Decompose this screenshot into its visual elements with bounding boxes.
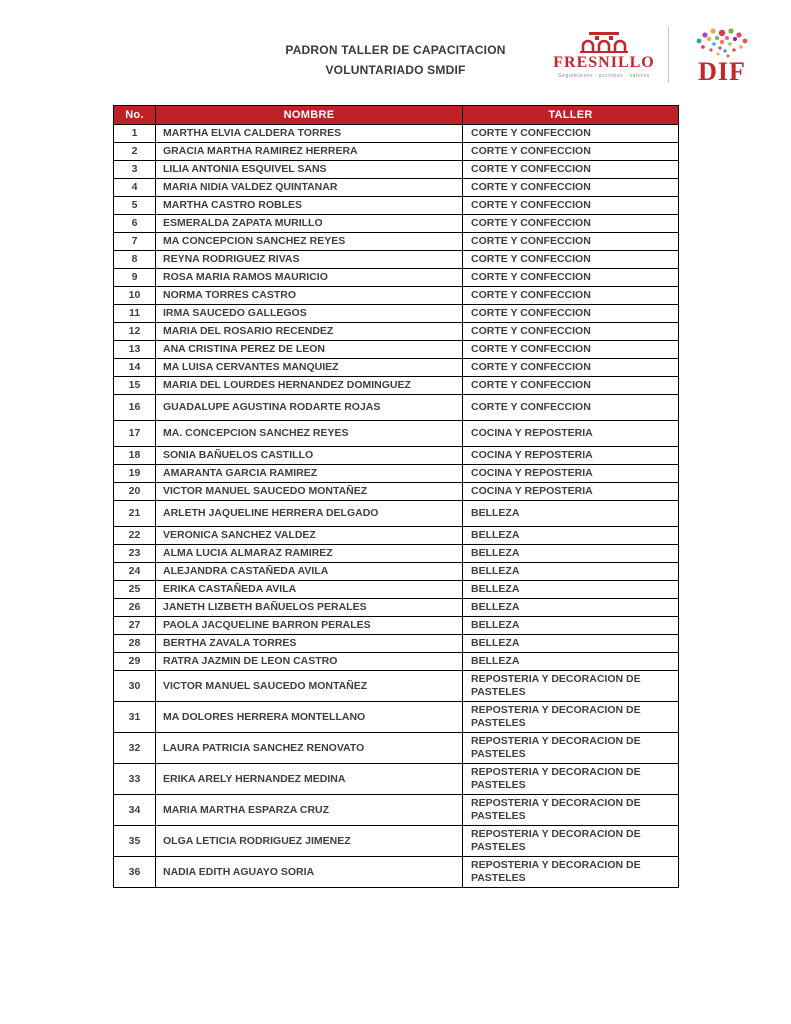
cell-nombre: GRACIA MARTHA RAMIREZ HERRERA	[156, 143, 463, 161]
cell-no: 30	[114, 671, 156, 702]
cell-nombre: VICTOR MANUEL SAUCEDO MONTAÑEZ	[156, 671, 463, 702]
cell-taller: CORTE Y CONFECCION	[463, 287, 679, 305]
cell-nombre: AMARANTA GARCIA RAMIREZ	[156, 465, 463, 483]
logo-area	[554, 22, 761, 88]
table-row	[114, 143, 679, 161]
cell-nombre: REYNA RODRIGUEZ RIVAS	[156, 251, 463, 269]
cell-nombre: MA CONCEPCION SANCHEZ REYES	[156, 233, 463, 251]
table-row	[114, 653, 679, 671]
cell-taller: REPOSTERIA Y DECORACION DE PASTELES	[463, 671, 679, 702]
table-row	[114, 617, 679, 635]
cell-no: 7	[114, 233, 156, 251]
cell-no: 29	[114, 653, 156, 671]
cell-taller: COCINA Y REPOSTERIA	[463, 421, 679, 447]
cell-nombre: SONIA BAÑUELOS CASTILLO	[156, 447, 463, 465]
cell-no: 9	[114, 269, 156, 287]
cell-taller: COCINA Y REPOSTERIA	[463, 483, 679, 501]
cell-nombre: JANETH LIZBETH BAÑUELOS PERALES	[156, 599, 463, 617]
table-row	[114, 377, 679, 395]
cell-taller: BELLEZA	[463, 563, 679, 581]
cell-no: 34	[114, 795, 156, 826]
cell-nombre: MA DOLORES HERRERA MONTELLANO	[156, 702, 463, 733]
cell-no: 5	[114, 197, 156, 215]
cell-nombre: ALEJANDRA CASTAÑEDA AVILA	[156, 563, 463, 581]
cell-nombre: ROSA MARIA RAMOS MAURICIO	[156, 269, 463, 287]
table-row	[114, 501, 679, 527]
cell-no: 16	[114, 395, 156, 421]
cell-nombre: LAURA PATRICIA SANCHEZ RENOVATO	[156, 733, 463, 764]
cell-nombre: NADIA EDITH AGUAYO SORIA	[156, 857, 463, 888]
cell-nombre: MARTHA ELVIA CALDERA TORRES	[156, 125, 463, 143]
cell-taller: BELLEZA	[463, 635, 679, 653]
cell-no: 4	[114, 179, 156, 197]
cell-no: 10	[114, 287, 156, 305]
cell-no: 17	[114, 421, 156, 447]
cell-no: 35	[114, 826, 156, 857]
cell-no: 28	[114, 635, 156, 653]
cell-taller: CORTE Y CONFECCION	[463, 125, 679, 143]
cell-no: 8	[114, 251, 156, 269]
cell-taller: BELLEZA	[463, 653, 679, 671]
cell-taller: BELLEZA	[463, 545, 679, 563]
cell-no: 18	[114, 447, 156, 465]
cell-taller: REPOSTERIA Y DECORACION DE PASTELES	[463, 857, 679, 888]
table-row	[114, 421, 679, 447]
cell-nombre: GUADALUPE AGUSTINA RODARTE ROJAS	[156, 395, 463, 421]
table-header	[114, 106, 679, 125]
cell-taller: CORTE Y CONFECCION	[463, 161, 679, 179]
cell-no: 27	[114, 617, 156, 635]
table-row	[114, 125, 679, 143]
fresnillo-wordmark: FRESNILLO	[553, 54, 655, 71]
cell-nombre: MARIA MARTHA ESPARZA CRUZ	[156, 795, 463, 826]
dif-logo	[683, 26, 761, 84]
cell-taller: CORTE Y CONFECCION	[463, 341, 679, 359]
table-row	[114, 527, 679, 545]
table-row	[114, 465, 679, 483]
cell-no: 26	[114, 599, 156, 617]
cell-no: 25	[114, 581, 156, 599]
cell-taller: REPOSTERIA Y DECORACION DE PASTELES	[463, 826, 679, 857]
table-row	[114, 795, 679, 826]
table-row	[114, 323, 679, 341]
cell-nombre: ANA CRISTINA PEREZ DE LEON	[156, 341, 463, 359]
table-row	[114, 161, 679, 179]
cell-nombre: IRMA SAUCEDO GALLEGOS	[156, 305, 463, 323]
table-row	[114, 341, 679, 359]
table-row	[114, 305, 679, 323]
table-row	[114, 447, 679, 465]
table-row	[114, 287, 679, 305]
table-row	[114, 581, 679, 599]
cell-taller: BELLEZA	[463, 617, 679, 635]
cell-no: 3	[114, 161, 156, 179]
cell-taller: COCINA Y REPOSTERIA	[463, 465, 679, 483]
title-line-2: VOLUNTARIADO SMDIF	[325, 63, 466, 77]
cell-taller: CORTE Y CONFECCION	[463, 359, 679, 377]
table-row	[114, 733, 679, 764]
cell-nombre: MARIA DEL LOURDES HERNANDEZ DOMINGUEZ	[156, 377, 463, 395]
cell-no: 1	[114, 125, 156, 143]
table-row	[114, 251, 679, 269]
cell-no: 2	[114, 143, 156, 161]
cell-taller: COCINA Y REPOSTERIA	[463, 447, 679, 465]
dif-wordmark: DIF	[698, 57, 746, 86]
cell-taller: CORTE Y CONFECCION	[463, 179, 679, 197]
cell-taller: CORTE Y CONFECCION	[463, 305, 679, 323]
cell-taller: REPOSTERIA Y DECORACION DE PASTELES	[463, 733, 679, 764]
cell-nombre: ERIKA CASTAÑEDA AVILA	[156, 581, 463, 599]
table-row	[114, 233, 679, 251]
table-row	[114, 269, 679, 287]
cell-nombre: OLGA LETICIA RODRIGUEZ JIMENEZ	[156, 826, 463, 857]
cell-taller: CORTE Y CONFECCION	[463, 377, 679, 395]
cell-nombre: MARTHA CASTRO ROBLES	[156, 197, 463, 215]
cell-nombre: MA LUISA CERVANTES MANQUIEZ	[156, 359, 463, 377]
table-row	[114, 826, 679, 857]
cell-nombre: MARIA NIDIA VALDEZ QUINTANAR	[156, 179, 463, 197]
cell-nombre: MARIA DEL ROSARIO RECENDEZ	[156, 323, 463, 341]
cell-taller: CORTE Y CONFECCION	[463, 233, 679, 251]
column-header-nombre: NOMBRE	[156, 106, 463, 125]
cell-no: 15	[114, 377, 156, 395]
cell-taller: BELLEZA	[463, 599, 679, 617]
column-header-no: No.	[114, 106, 156, 125]
cell-no: 32	[114, 733, 156, 764]
table-row	[114, 215, 679, 233]
cell-no: 20	[114, 483, 156, 501]
fresnillo-building-icon	[575, 31, 633, 53]
cell-taller: CORTE Y CONFECCION	[463, 197, 679, 215]
cell-taller: CORTE Y CONFECCION	[463, 251, 679, 269]
cell-nombre: NORMA TORRES CASTRO	[156, 287, 463, 305]
cell-no: 33	[114, 764, 156, 795]
cell-taller: REPOSTERIA Y DECORACION DE PASTELES	[463, 795, 679, 826]
column-header-taller: TALLER	[463, 106, 679, 125]
table-row	[114, 179, 679, 197]
cell-nombre: ALMA LUCIA ALMARAZ RAMIREZ	[156, 545, 463, 563]
table-row	[114, 395, 679, 421]
table-row	[114, 599, 679, 617]
header-row	[114, 106, 679, 125]
cell-no: 21	[114, 501, 156, 527]
table-row	[114, 197, 679, 215]
roster-table	[113, 105, 679, 888]
cell-nombre: LILIA ANTONIA ESQUIVEL SANS	[156, 161, 463, 179]
cell-nombre: ERIKA ARELY HERNANDEZ MEDINA	[156, 764, 463, 795]
cell-nombre: BERTHA ZAVALA TORRES	[156, 635, 463, 653]
fresnillo-logo	[554, 31, 654, 79]
cell-taller: REPOSTERIA Y DECORACION DE PASTELES	[463, 764, 679, 795]
cell-nombre: ESMERALDA ZAPATA MURILLO	[156, 215, 463, 233]
table-body	[114, 125, 679, 888]
cell-taller: BELLEZA	[463, 581, 679, 599]
cell-no: 22	[114, 527, 156, 545]
cell-no: 13	[114, 341, 156, 359]
cell-nombre: VICTOR MANUEL SAUCEDO MONTAÑEZ	[156, 483, 463, 501]
cell-taller: CORTE Y CONFECCION	[463, 143, 679, 161]
cell-no: 24	[114, 563, 156, 581]
cell-no: 36	[114, 857, 156, 888]
table-row	[114, 359, 679, 377]
cell-nombre: MA. CONCEPCION SANCHEZ REYES	[156, 421, 463, 447]
table-row	[114, 671, 679, 702]
logo-divider	[668, 27, 669, 83]
table-row	[114, 702, 679, 733]
cell-no: 23	[114, 545, 156, 563]
cell-nombre: PAOLA JACQUELINE BARRON PERALES	[156, 617, 463, 635]
table-row	[114, 857, 679, 888]
cell-no: 31	[114, 702, 156, 733]
fresnillo-tagline: Seguimiento · acciones · valores	[558, 73, 650, 79]
cell-nombre: ARLETH JAQUELINE HERRERA DELGADO	[156, 501, 463, 527]
cell-taller: BELLEZA	[463, 501, 679, 527]
table-row	[114, 563, 679, 581]
table-row	[114, 635, 679, 653]
cell-taller: BELLEZA	[463, 527, 679, 545]
table-row	[114, 764, 679, 795]
cell-nombre: VERONICA SANCHEZ VALDEZ	[156, 527, 463, 545]
cell-taller: CORTE Y CONFECCION	[463, 215, 679, 233]
cell-nombre: RATRA JAZMIN DE LEON CASTRO	[156, 653, 463, 671]
cell-no: 6	[114, 215, 156, 233]
cell-taller: CORTE Y CONFECCION	[463, 269, 679, 287]
cell-taller: CORTE Y CONFECCION	[463, 323, 679, 341]
table-row	[114, 545, 679, 563]
cell-no: 11	[114, 305, 156, 323]
cell-no: 14	[114, 359, 156, 377]
cell-no: 19	[114, 465, 156, 483]
cell-taller: REPOSTERIA Y DECORACION DE PASTELES	[463, 702, 679, 733]
cell-no: 12	[114, 323, 156, 341]
title-line-1: PADRON TALLER DE CAPACITACION	[285, 43, 506, 57]
table-row	[114, 483, 679, 501]
cell-taller: CORTE Y CONFECCION	[463, 395, 679, 421]
